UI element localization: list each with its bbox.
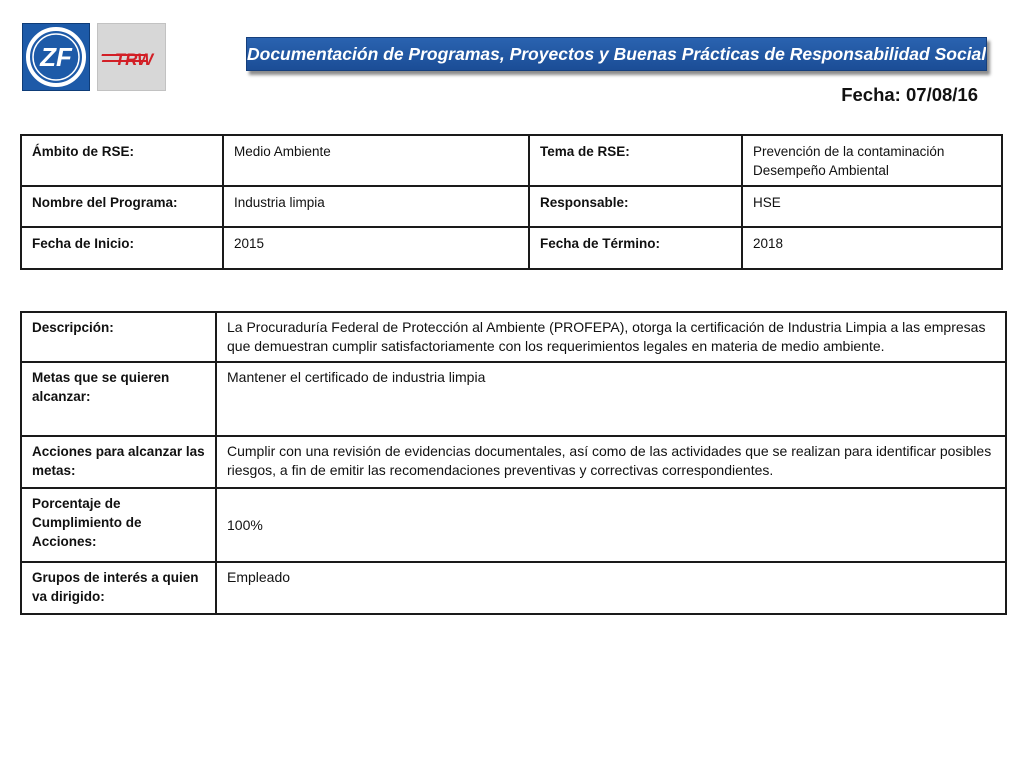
- value-metas: Mantener el certificado de industria limpia: [216, 362, 1006, 436]
- page-title-banner: [246, 37, 987, 71]
- label-ambito: Ámbito de RSE:: [21, 135, 223, 186]
- value-acciones: Cumplir con una revisión de evidencias documentales, así como de las actividades que se realizan para identificar posibles riesgos, a fin de emitir las recomendaciones preventivas y correctivas correspondientes.: [216, 436, 1006, 488]
- value-descripcion: La Procuraduría Federal de Protección al Ambiente (PROFEPA), otorga la certificación de Industria Limpia a las empresas que demuestran cumplir satisfactoriamente con los requerimientos legales en materia de medio ambiente.: [216, 312, 1006, 362]
- trw-logo: [97, 23, 166, 91]
- label-fecha-inicio: Fecha de Inicio:: [21, 227, 223, 269]
- program-details-table: [20, 311, 1007, 615]
- label-porcentaje: Porcentaje de Cumplimiento de Acciones:: [21, 488, 216, 562]
- label-metas: Metas que se quieren alcanzar:: [21, 362, 216, 436]
- table-row: [21, 186, 1002, 227]
- value-grupos-interes: Empleado: [216, 562, 1006, 614]
- value-tema-line1: Prevención de la contaminación: [753, 144, 945, 159]
- trw-logo-text: TRW: [114, 50, 154, 69]
- label-descripcion: Descripción:: [21, 312, 216, 362]
- value-fecha-termino: 2018: [742, 227, 1002, 269]
- label-nombre-programa: Nombre del Programa:: [21, 186, 223, 227]
- label-responsable: Responsable:: [529, 186, 742, 227]
- table-row: [21, 362, 1006, 436]
- table-row: [21, 488, 1006, 562]
- label-tema: Tema de RSE:: [529, 135, 742, 186]
- value-ambito: Medio Ambiente: [223, 135, 529, 186]
- table-row: [21, 312, 1006, 362]
- table-row: [21, 436, 1006, 488]
- value-responsable: HSE: [742, 186, 1002, 227]
- page-title: Documentación de Programas, Proyectos y Buenas Prácticas de Responsabilidad Social: [247, 44, 987, 64]
- value-tema: [742, 135, 1002, 186]
- value-nombre-programa: Industria limpia: [223, 186, 529, 227]
- table-row: [21, 227, 1002, 269]
- value-porcentaje: 100%: [216, 488, 1006, 562]
- document-date: Fecha: 07/08/16: [841, 84, 978, 105]
- zf-logo-text: ZF: [40, 42, 72, 72]
- zf-logo: [22, 23, 90, 91]
- label-fecha-termino: Fecha de Término:: [529, 227, 742, 269]
- table-row: [21, 135, 1002, 186]
- table-row: [21, 562, 1006, 614]
- value-tema-line2: Desempeño Ambiental: [753, 163, 889, 178]
- value-fecha-inicio: 2015: [223, 227, 529, 269]
- label-grupos-interes: Grupos de interés a quien va dirigido:: [21, 562, 216, 614]
- label-acciones: Acciones para alcanzar las metas:: [21, 436, 216, 488]
- program-info-table: [20, 134, 1003, 270]
